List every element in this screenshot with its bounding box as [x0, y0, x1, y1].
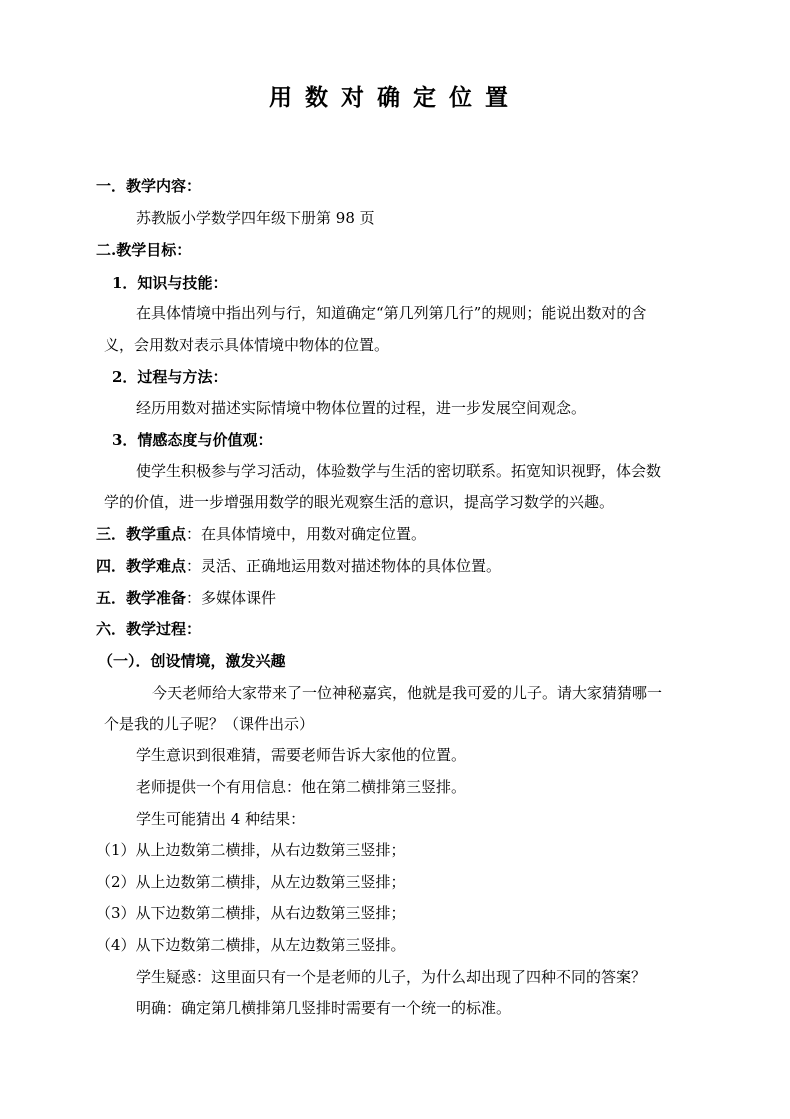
- goal-2-text: 经历用数对描述实际情境中物体位置的过程，进一步发展空间观念。: [136, 399, 587, 417]
- goal-1-text-line-2: 义，会用数对表示具体情境中物体的位置。: [104, 336, 390, 354]
- process-1-text-line-6: 学生疑惑：这里面只有一个是老师的儿子，为什么却出现了四种不同的答案？: [136, 968, 647, 986]
- process-1-text-line-4: 老师提供一个有用信息：他在第二横排第三竖排。: [136, 778, 467, 796]
- process-1-text-line-7: 明确：确定第几横排第几竖排时需要有一个统一的标准。: [136, 999, 512, 1017]
- section-3-heading: 三．教学重点: [96, 525, 187, 543]
- goal-3-text-line-2: 学的价值，进一步增强用数学的眼光观察生活的意识，提高学习数学的兴趣。: [104, 493, 615, 511]
- result-item-3: （3）从下边数第二横排，从右边数第三竖排；: [96, 904, 406, 922]
- section-5-heading: 五．教学准备: [96, 589, 187, 607]
- section-5-text: ：多媒体课件: [186, 589, 277, 607]
- result-item-1: （1）从上边数第二横排，从右边数第三竖排；: [96, 841, 406, 859]
- section-3-text: ：在具体情境中，用数对确定位置。: [186, 525, 427, 543]
- section-4: [96, 556, 501, 576]
- section-6-heading: 六．教学过程：: [96, 620, 202, 638]
- process-1-text-line-2: 个是我的儿子呢？（课件出示）: [104, 715, 315, 733]
- section-5: [96, 588, 276, 608]
- section-2-heading: 二.教学目标：: [96, 241, 192, 259]
- section-1-text: 苏教版小学数学四年级下册第 98 页: [136, 209, 375, 227]
- goal-1-heading: 1．知识与技能：: [112, 274, 228, 292]
- goal-3-text-line-1: 使学生积极参与学习活动，体验数学与生活的密切联系。拓宽知识视野，体会数: [136, 462, 662, 480]
- result-item-2: （2）从上边数第二横排，从左边数第三竖排；: [96, 873, 406, 891]
- process-1-heading: （一）．创设情境，激发兴趣: [98, 652, 286, 670]
- document-title: 用数对确定位置: [269, 84, 521, 111]
- process-1-text-line-5: 学生可能猜出 4 种结果：: [136, 810, 306, 828]
- goal-2-heading: 2．过程与方法：: [112, 368, 228, 386]
- goal-3-heading: 3．情感态度与价值观：: [112, 431, 273, 449]
- section-4-text: ：灵活、正确地运用数对描述物体的具体位置。: [186, 557, 502, 575]
- section-4-heading: 四．教学难点: [96, 557, 187, 575]
- process-1-text-line-1: 今天老师给大家带来了一位神秘嘉宾，他就是我可爱的儿子。请大家猜猜哪一: [152, 684, 663, 702]
- section-3: [96, 524, 426, 544]
- section-1-heading: 一．教学内容：: [96, 177, 202, 195]
- goal-1-text-line-1: 在具体情境中指出列与行，知道确定“第几列第几行”的规则；能说出数对的含: [136, 304, 647, 322]
- process-1-text-line-3: 学生意识到很难猜，需要老师告诉大家他的位置。: [136, 746, 467, 764]
- result-item-4: （4）从下边数第二横排，从左边数第三竖排。: [96, 936, 406, 954]
